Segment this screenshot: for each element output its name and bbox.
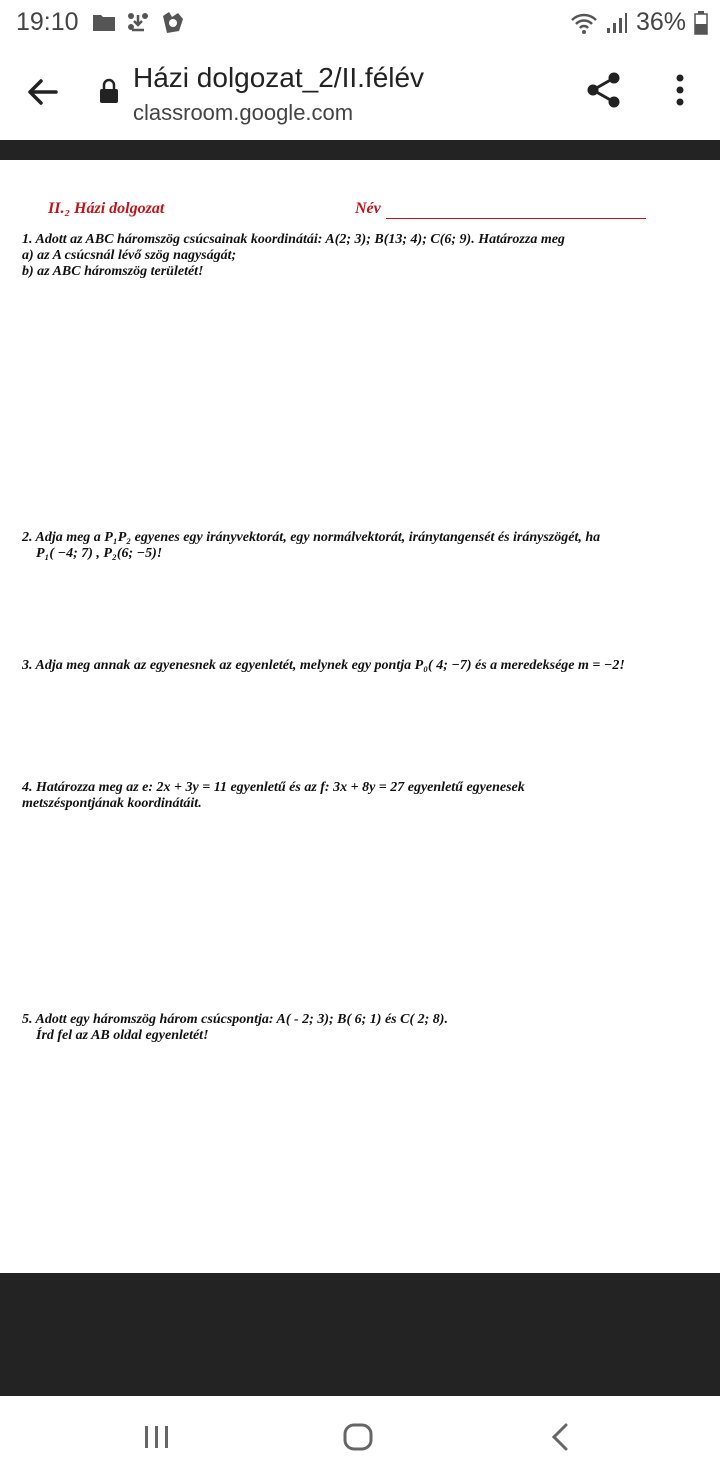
battery-percent: 36%	[635, 8, 686, 36]
task-line: metszéspontjának koordinátáit.	[22, 796, 202, 811]
task-line: 2. Adja meg a P₁P₂ egyenes egy irányvektorát, egy normálvektorát, iránytangensét és irányszögét, ha	[22, 530, 601, 545]
status-time: 19:10	[16, 8, 79, 36]
task-line: 5. Adott egy háromszög három csúcspontja: A( - 2; 3); B( 6; 1) és C( 2; 8).	[22, 1012, 448, 1027]
document-title: II.₂ Házi dolgozat	[48, 200, 165, 217]
task-5	[22, 1012, 712, 1044]
browser-app-bar	[0, 44, 720, 140]
folder-icon	[92, 12, 116, 32]
notification-icons	[92, 10, 186, 34]
page-title: Házi dolgozat_2/II.félév	[133, 62, 425, 93]
document-page[interactable]	[0, 160, 720, 1273]
back-arrow-icon[interactable]	[22, 72, 62, 112]
page-url: classroom.google.com	[133, 100, 354, 125]
document-header	[48, 200, 668, 224]
task-4	[22, 780, 712, 812]
task-line: P₁( −4; 7) , P₂(6; −5)!	[36, 546, 163, 561]
viewer-top-bar	[0, 140, 720, 160]
share-icon[interactable]	[584, 70, 624, 110]
task-line: Írd fel az AB oldal egyenletét!	[36, 1028, 209, 1043]
system-nav-bar	[0, 1396, 720, 1480]
gallery-icon	[160, 10, 186, 34]
wifi-icon	[570, 12, 598, 34]
viewer-bottom-area	[0, 1273, 720, 1396]
task-3	[22, 658, 712, 674]
task-line: 4. Határozza meg az e: 2x + 3y = 11 egyenletű és az f: 3x + 8y = 27 egyenletű egyenesek	[22, 780, 525, 795]
name-label: Név	[355, 200, 381, 217]
task-line: b) az ABC háromszög területét!	[22, 264, 204, 279]
signal-icon	[606, 12, 628, 34]
task-1	[22, 232, 712, 280]
system-icons	[570, 8, 708, 37]
lock-icon	[98, 78, 120, 104]
download-icon	[126, 11, 150, 33]
battery-icon	[694, 11, 708, 35]
name-line	[386, 218, 646, 219]
more-vert-icon[interactable]	[662, 70, 698, 110]
task-line: 3. Adja meg annak az egyenesnek az egyenletét, melynek egy pontja P₀( 4; −7) és a meredeksége m = −2!	[22, 658, 625, 673]
task-line: 1. Adott az ABC háromszög csúcsainak koordinátái: A(2; 3); B(13; 4); C(6; 9). Határozza meg	[22, 232, 565, 247]
status-bar	[0, 0, 720, 44]
recent-apps-icon[interactable]	[143, 1424, 171, 1450]
home-icon[interactable]	[342, 1422, 374, 1452]
task-2	[22, 530, 712, 562]
task-line: a) az A csúcsnál lévő szög nagyságát;	[22, 248, 237, 263]
nav-back-icon[interactable]	[548, 1422, 572, 1452]
